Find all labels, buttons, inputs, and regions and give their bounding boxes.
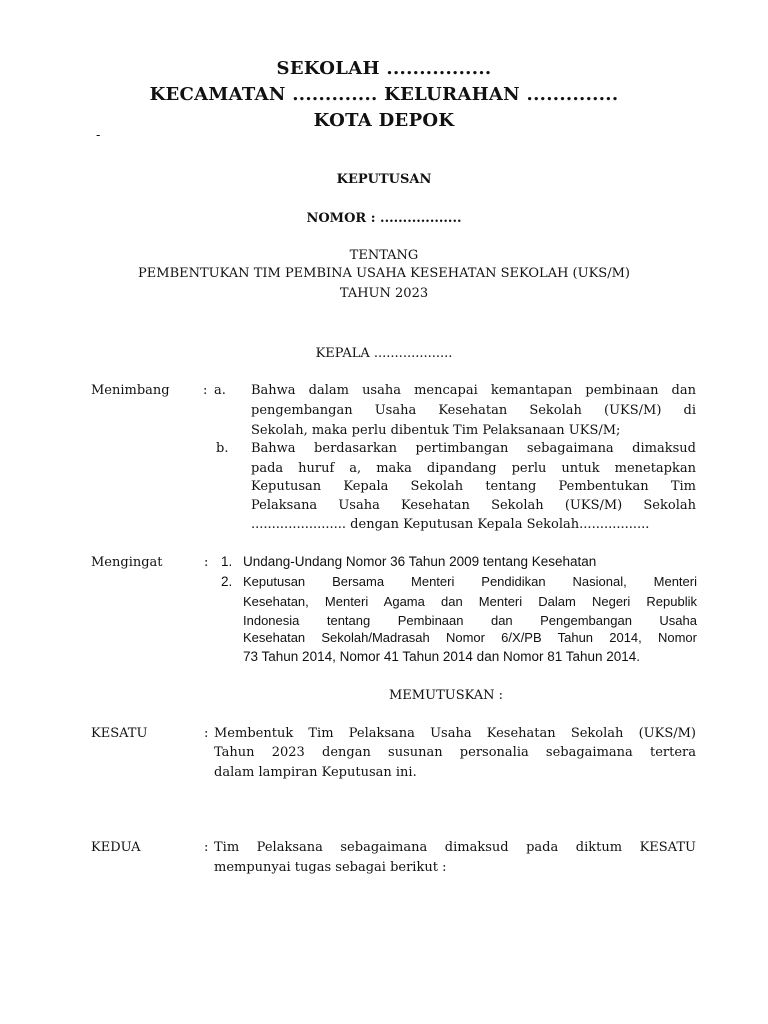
mengingat-item-2-line: Kesehatan Sekolah/Madrasah Nomor 6/X/PB Tahun 2014, Nomor (243, 630, 697, 645)
kesatu-label: KESATU (91, 726, 148, 741)
menimbang-label: Menimbang (91, 383, 170, 398)
city-heading: KOTA DEPOK (313, 110, 455, 131)
mengingat-item-2-line: 73 Tahun 2014, Nomor 41 Tahun 2014 dan Nomor 81 Tahun 2014. (243, 649, 641, 664)
stray-mark: - (96, 128, 101, 143)
kedua-line: Tim Pelaksana sebagaimana dimaksud pada diktum KESATU (214, 840, 696, 855)
school-heading: SEKOLAH ................ (276, 58, 492, 79)
mengingat-item-2-line: Keputusan Bersama Menteri Pendidikan Nasional, Menteri (243, 574, 697, 589)
kedua-colon: : (204, 840, 209, 855)
menimbang-a-marker: a. (214, 383, 226, 398)
kedua-line: mempunyai tugas sebagai berikut : (214, 860, 447, 875)
decree-issuer: KEPALA ................... (315, 346, 453, 361)
mengingat-item-1: Undang-Undang Nomor 36 Tahun 2009 tentang Kesehatan (243, 554, 597, 569)
menimbang-colon: : (203, 383, 208, 398)
decree-year: TAHUN 2023 (339, 286, 429, 301)
kedua-label: KEDUA (91, 840, 141, 855)
decree-title: KEPUTUSAN (336, 172, 432, 187)
mengingat-item-2-line: Kesehatan, Menteri Agama dan Menteri Dalam Negeri Republik (243, 594, 697, 609)
menimbang-a-line: Bahwa dalam usaha mencapai kemantapan pembinaan dan (251, 383, 696, 398)
decree-subject: PEMBENTUKAN TIM PEMBINA USAHA KESEHATAN SEKOLAH (UKS/M) (138, 266, 630, 281)
kesatu-colon: : (204, 726, 209, 741)
kesatu-line: Membentuk Tim Pelaksana Usaha Kesehatan Sekolah (UKS/M) (214, 726, 696, 741)
menimbang-a-line: pengembangan Usaha Kesehatan Sekolah (UKS/M) di (251, 403, 696, 418)
mengingat-2-marker: 2. (221, 574, 233, 589)
district-heading: KECAMATAN ............. KELURAHAN .............. (149, 84, 619, 105)
mengingat-1-marker: 1. (221, 554, 233, 569)
memutuskan-heading: MEMUTUSKAN : (389, 688, 504, 703)
menimbang-a-line: Sekolah, maka perlu dibentuk Tim Pelaksanaan UKS/M; (251, 423, 621, 438)
menimbang-b-line: Keputusan Kepala Sekolah tentang Pembentukan Tim (251, 479, 696, 494)
menimbang-b-line: Pelaksana Usaha Kesehatan Sekolah (UKS/M) Sekolah (251, 498, 696, 513)
decree-number: NOMOR : .................. (306, 211, 462, 226)
kesatu-line: dalam lampiran Keputusan ini. (214, 765, 417, 780)
decree-about: TENTANG (349, 248, 419, 263)
mengingat-label: Mengingat (91, 555, 163, 570)
menimbang-b-line: ....................... dengan Keputusan Kepala Sekolah................. (251, 517, 650, 532)
menimbang-b-line: pada huruf a, maka dipandang perlu untuk menetapkan (251, 461, 696, 476)
menimbang-b-line: Bahwa berdasarkan pertimbangan sebagaimana dimaksud (251, 441, 696, 456)
menimbang-b-marker: b. (216, 441, 229, 456)
mengingat-item-2-line: Indonesia tentang Pembinaan dan Pengembangan Usaha (243, 613, 697, 628)
mengingat-colon: : (204, 555, 209, 570)
kesatu-line: Tahun 2023 dengan susunan personalia sebagaimana tertera (214, 745, 696, 760)
